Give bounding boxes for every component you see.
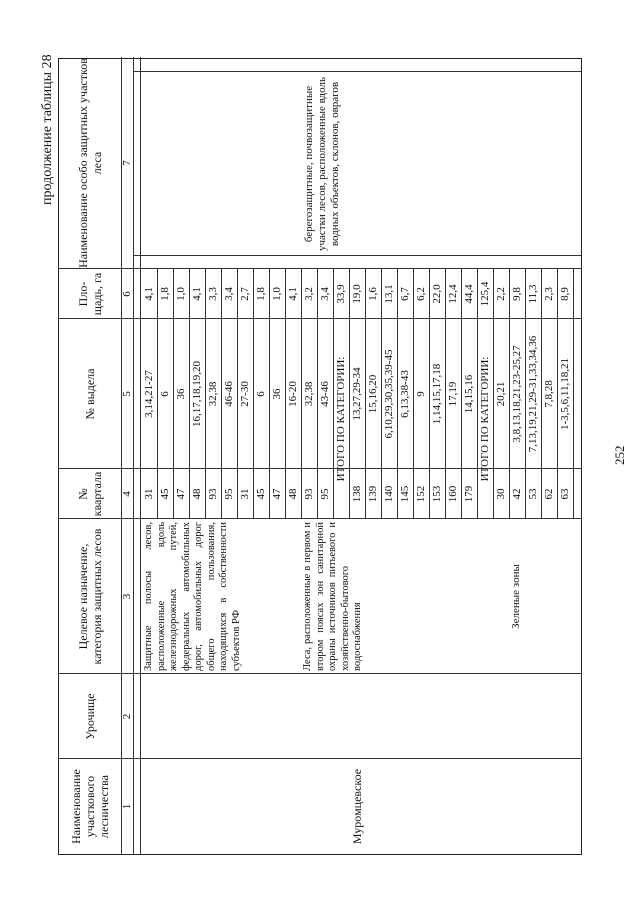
row-area: 22,0 — [430, 284, 443, 304]
row-area: 19,0 — [350, 284, 363, 304]
row-quarter: 93 — [206, 488, 219, 500]
oszu-description: берегозащитные, почвозащитные участки лесов, расположенные вдоль водных объектов, склонов, оврагов — [303, 76, 341, 252]
row-quarter: 31 — [142, 488, 155, 500]
row-allotment: 6,13,38-43 — [398, 370, 411, 418]
row-allotment: 6,10,29,30,35,39-45 — [382, 349, 395, 439]
row-allotment: 43-46 — [318, 381, 331, 407]
row-allotment: 17,19 — [446, 381, 459, 407]
col-number: 6 — [121, 291, 133, 297]
row-area: 3,4 — [318, 287, 331, 301]
row-allotment: 16-20 — [286, 381, 299, 407]
row-quarter: 95 — [222, 488, 235, 500]
column-divider — [59, 518, 581, 519]
row-quarter: 42 — [510, 488, 523, 500]
row-quarter: 153 — [430, 485, 443, 503]
row-quarter: 53 — [526, 488, 539, 500]
header-forestry: Наименование участкового лесничества — [69, 769, 111, 844]
row-area: 1,8 — [254, 287, 267, 301]
row-quarter: 139 — [366, 485, 379, 503]
col-number: 7 — [121, 160, 133, 166]
column-divider — [59, 468, 581, 469]
row-area: 2,7 — [238, 287, 251, 301]
row-area: 2,3 — [542, 287, 555, 301]
numbers-divider — [133, 57, 134, 854]
col-number: 2 — [121, 713, 133, 720]
col-number: 4 — [121, 491, 133, 497]
row-allotment: 16,17,18,19,20 — [190, 361, 203, 427]
row-quarter: 138 — [350, 485, 363, 503]
row-quarter: 45 — [254, 488, 267, 500]
column-divider — [59, 758, 581, 759]
category-total-label: ИТОГО ПО КАТЕГОРИИ: — [334, 356, 347, 482]
col-number: 5 — [121, 391, 133, 397]
row-area: 11,3 — [526, 284, 539, 304]
row-allotment: 6 — [254, 391, 267, 397]
row-quarter: 47 — [270, 488, 283, 500]
row-quarter: 93 — [302, 488, 315, 500]
header-tract: Урочище — [83, 693, 97, 740]
column-divider — [59, 673, 581, 674]
header-area: Пло-щадь, га — [76, 272, 104, 316]
row-allotment: 36 — [174, 388, 187, 400]
row-quarter: 48 — [286, 488, 299, 500]
row-quarter: 160 — [446, 485, 459, 503]
col-number: 1 — [121, 803, 133, 810]
row-quarter: 140 — [382, 485, 395, 503]
row-allotment: 14,15,16 — [462, 374, 475, 414]
row-area: 9,8 — [510, 287, 523, 301]
row-area: 44,4 — [462, 284, 475, 304]
row-area: 4,1 — [190, 287, 203, 301]
row-area: 6,2 — [414, 287, 427, 301]
row-quarter: 31 — [238, 488, 251, 500]
category-green-zones: Зеленые зоны — [509, 564, 522, 629]
header-category: Целевое назначение, категория защитных лесов — [76, 528, 104, 665]
forestry-name: Муромцевское — [349, 768, 364, 845]
category-total-label: ИТОГО ПО КАТЕГОРИИ: — [478, 356, 491, 482]
table-caption: продолжение таблицы 28 — [40, 54, 55, 205]
row-allotment: 20,21 — [494, 381, 507, 407]
row-area: 1,8 — [158, 287, 171, 301]
row-area: 13,1 — [382, 284, 395, 304]
row-area: 33,9 — [334, 284, 347, 304]
row-area: 125,4 — [478, 281, 491, 307]
row-allotment: 32,38 — [206, 381, 219, 407]
row-area: 3,4 — [222, 287, 235, 301]
row-allotment: 15,16,20 — [366, 374, 379, 414]
header-quarter: № квартала — [76, 471, 104, 517]
row-area: 1,6 — [366, 287, 379, 301]
row-quarter: 45 — [158, 488, 171, 500]
row-allotment: 27-30 — [238, 381, 251, 407]
row-divider — [573, 269, 574, 519]
row-area: 6,7 — [398, 287, 411, 301]
row-area: 1,0 — [174, 287, 187, 301]
row-quarter: 48 — [190, 488, 203, 500]
row-quarter: 179 — [462, 485, 475, 503]
row-quarter: 63 — [558, 488, 571, 500]
row-allotment: 13,27,29-34 — [350, 367, 363, 421]
header-allotment: № выдела — [83, 368, 97, 420]
header-oszu: Наименование особо защитных участков леса — [76, 58, 104, 268]
column-divider — [59, 318, 581, 319]
category-sanitary-zones: Леса, расположенные в первом и втором поясах зон санитарной охраны источников питьевого и хозяйственно-бытового водоснабжения — [302, 522, 363, 671]
column-divider — [59, 268, 581, 269]
column-divider — [133, 255, 581, 256]
row-allotment: 9 — [414, 391, 427, 397]
column-divider — [133, 71, 581, 72]
col-number: 3 — [121, 593, 133, 600]
row-area: 3,3 — [206, 287, 219, 301]
row-allotment: 3,8,13,18,21,23-25,27 — [510, 345, 523, 443]
row-area: 4,1 — [142, 287, 155, 301]
row-quarter: 47 — [174, 488, 187, 500]
row-area: 12,4 — [446, 284, 459, 304]
row-area: 2,2 — [494, 287, 507, 301]
row-allotment: 32,38 — [302, 381, 315, 407]
row-allotment: 1-3,5,6,11,18,21 — [558, 358, 571, 431]
header-divider — [121, 57, 122, 854]
row-quarter: 62 — [542, 488, 555, 500]
row-allotment: 6 — [158, 391, 171, 397]
row-allotment: 7,13,19,21,29-31,33,34,36 — [526, 335, 539, 453]
row-allotment: 7,8,28 — [542, 380, 555, 408]
row-quarter: 30 — [494, 488, 507, 500]
row-allotment: 1,14,15,17,18 — [430, 363, 443, 425]
row-allotment: 3,14,21-27 — [142, 370, 155, 418]
row-quarter: 95 — [318, 488, 331, 500]
row-allotment: 46-46 — [222, 381, 235, 407]
row-quarter: 145 — [398, 485, 411, 503]
row-allotment: 36 — [270, 388, 283, 400]
row-area: 3,2 — [302, 287, 315, 301]
row-area: 4,1 — [286, 287, 299, 301]
row-area: 1,0 — [270, 287, 283, 301]
page-number: 252 — [612, 445, 627, 465]
row-quarter: 152 — [414, 485, 427, 503]
data-table — [58, 58, 582, 855]
category-protective-strips: Защитные полосы лесов, расположенные вдоль железнодорожных путей, федеральных автомобильных дорог, автомобильных дорог общего пользования, находящихся в собственности субъектов РФ — [143, 522, 242, 671]
row-area: 8,9 — [558, 287, 571, 301]
